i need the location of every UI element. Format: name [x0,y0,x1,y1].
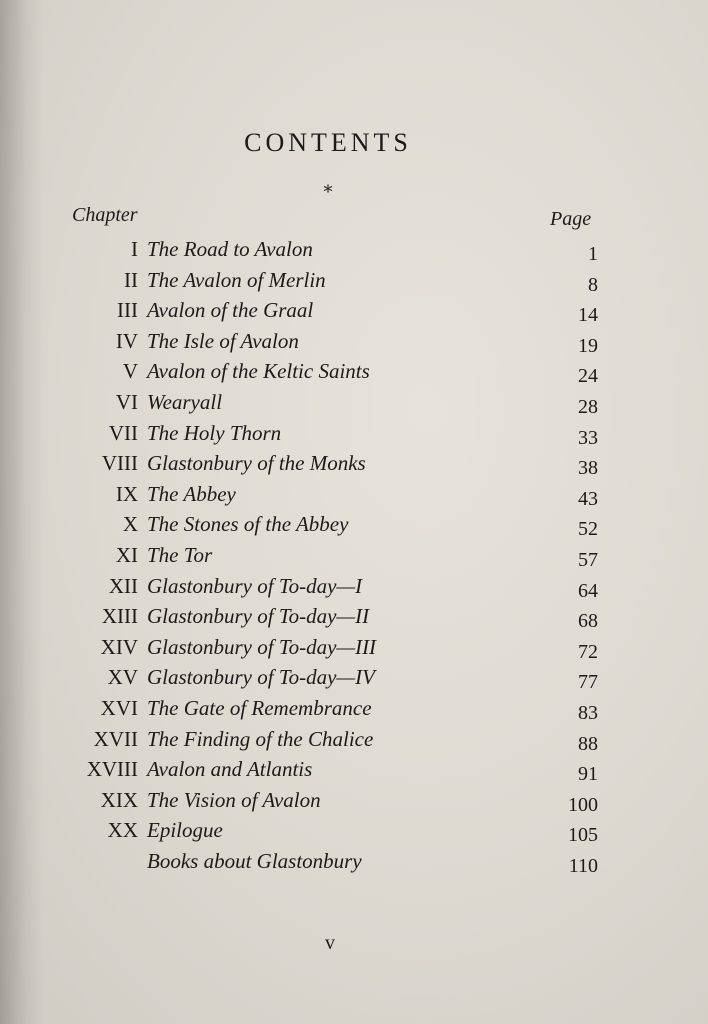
asterisk-ornament: * [323,182,333,203]
chapter-number: XIX [100,787,138,812]
page-number: 68 [578,610,598,633]
toc-entry [0,479,708,510]
page-number: 110 [568,854,598,877]
chapter-number: VIII [101,451,138,476]
chapter-number: XIV [100,634,138,659]
toc-entry [0,571,708,602]
page-number: 72 [578,640,598,663]
page-number: 64 [578,579,598,602]
chapter-number: XI [115,542,138,567]
toc-entry [0,295,708,326]
chapter-number: X [122,512,138,537]
toc-entry [0,724,708,755]
chapter-number: VII [108,420,138,445]
toc-entry [0,693,708,724]
chapter-number: II [124,267,138,292]
toc-entry [0,785,708,816]
chapter-column-header: Chapter [72,204,138,226]
chapter-title: The Finding of the Chalice [147,726,374,751]
chapter-title: Wearyall [147,389,223,414]
chapter-title: Glastonbury of To-day—I [147,573,363,598]
page-number: 91 [578,763,598,786]
chapter-title: The Gate of Remembrance [147,695,372,720]
page-number: 88 [578,732,598,755]
page-folio: v [325,932,335,954]
chapter-number: I [131,237,138,261]
toc-entry [0,326,708,357]
toc-entry [0,265,708,296]
chapter-title: The Abbey [147,481,236,506]
page-number: 105 [568,824,598,847]
toc-entry [0,509,708,540]
toc-entry [0,540,708,571]
toc-entry [0,662,708,693]
chapter-title: Avalon of the Graal [147,298,314,323]
chapter-number: V [122,359,138,384]
chapter-title: The Stones of the Abbey [147,512,349,537]
chapter-title: The Tor [147,542,213,567]
chapter-number: XV [107,665,138,690]
page-number: 24 [578,365,598,388]
toc-entry [0,418,708,449]
chapter-title: Glastonbury of To-day—III [147,634,377,659]
chapter-title: Epilogue [147,818,223,843]
chapter-number: XVIII [86,757,138,782]
toc-entry [0,815,708,846]
chapter-title: Avalon and Atlantis [147,757,313,782]
toc-entry [0,448,708,479]
chapter-number: VI [115,389,138,414]
toc-entry [0,754,708,785]
page-number: 1 [588,243,598,265]
page-number: 8 [588,273,598,296]
page-number: 14 [578,304,598,327]
chapter-title: Glastonbury of To-day—IV [147,665,375,690]
chapter-number: III [117,298,138,323]
chapter-number: XVI [100,695,138,720]
chapter-title: The Isle of Avalon [147,328,299,353]
chapter-number: IX [115,481,138,506]
page-number: 52 [578,518,598,541]
toc-entry [0,387,708,418]
page-number: 100 [568,793,598,816]
chapter-title: The Vision of Avalon [147,787,321,812]
toc-entry [0,356,708,387]
page-number: 19 [578,334,598,357]
page-number: 77 [578,671,598,694]
chapter-title: Avalon of the Keltic Saints [147,359,370,384]
contents-title: CONTENTS [244,128,412,157]
chapter-number: XIII [101,604,138,629]
chapter-number: XX [107,818,138,843]
page-number: 43 [578,487,598,510]
table-of-contents [0,234,708,876]
chapter-title: Books about Glastonbury [147,848,362,873]
page-number: 83 [578,701,598,724]
toc-entry [0,601,708,632]
page-column-header: Page [550,208,592,230]
chapter-title: The Avalon of Merlin [147,267,326,292]
chapter-title: Glastonbury of To-day—II [147,604,370,629]
toc-entry [0,846,708,877]
page-number: 33 [578,426,598,449]
toc-entry [0,632,708,663]
chapter-number: IV [115,328,138,353]
chapter-number: XII [108,573,138,598]
page-number: 28 [578,395,598,418]
toc-entry [0,234,708,265]
chapter-title: Glastonbury of the Monks [147,451,366,476]
page-number: 38 [578,457,598,480]
chapter-number: XVII [93,726,138,751]
page-number: 57 [578,548,598,571]
chapter-title: The Road to Avalon [147,237,313,261]
chapter-title: The Holy Thorn [147,420,282,445]
